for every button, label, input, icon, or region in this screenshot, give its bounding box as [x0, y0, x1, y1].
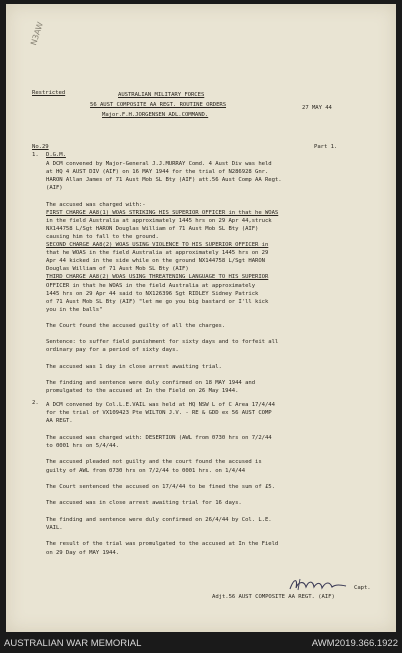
text-line: for the trial of VX109423 Pte WILTON J.V. - RE & GDD ex 56 AUST COMP: [46, 410, 272, 417]
text-line: VAIL.: [46, 525, 63, 531]
text-line: THIRD CHARGE AA8(2) WOAS USING THREATENING LANGUAGE TO HIS SUPERIOR: [46, 274, 269, 281]
text-line: OFFICER in that he WOAS in the field Australia at approximately: [46, 282, 256, 289]
commander-line: Major.F.H.JORGENSEN ADL.COMMAND.: [102, 112, 209, 118]
signature-rank: Capt.: [354, 585, 371, 591]
unit-title: 56 AUST COMPOSITE AA REGT. ROUTINE ORDERS: [90, 102, 227, 108]
text-line: ordinary pay for a period of sixty days.: [46, 347, 179, 354]
text-line: HARON Allan James of 71 Aust Mob SL Bty (AIF) att.56 Aust Comp AA Regt.: [46, 177, 282, 184]
text-line: NX144758 L/Sgt HARON Douglas William of 71 Aust Mob SL Bty (AIF): [46, 225, 259, 232]
text-line: The finding and sentence were duly confirmed on 26/4/44 by Col. L.E.: [46, 516, 272, 523]
text-line: The accused was charged with: DESERTION (AWL from 0730 hrs on 7/2/44: [46, 434, 272, 441]
text-line: A DCM convened by Major-General J.J.MURRAY Comd. 4 Aust Div was held: [46, 161, 272, 167]
order-number: No.29: [32, 144, 49, 150]
text-line: The accused was in close arrest awaiting trial for 16 days.: [46, 500, 242, 507]
section-1-number: 1.: [32, 152, 39, 158]
text-line: The Court found the accused guilty of all the charges.: [46, 323, 226, 329]
text-line: at HQ 4 AUST DIV (AIF) on 16 MAY 1944 for the trial of N286928 Gnr.: [46, 169, 269, 176]
order-date: 27 MAY 44: [302, 105, 332, 111]
pencil-annotation: N3AW: [29, 21, 45, 47]
text-line: The finding and sentence were duly confirmed on 18 MAY 1944 and: [46, 379, 256, 386]
text-line: to 0001 hrs on 5/4/44.: [46, 443, 119, 449]
text-line: promulgated to the accused at In the Field on 26 May 1944.: [46, 387, 239, 394]
text-line: The result of the trial was promulgated to the accused at In the Field: [46, 541, 279, 548]
text-line: A DCM convened by Col.L.E.VAIL was held at HQ NSW L of C Area 17/4/44: [46, 402, 275, 408]
handwritten-signature: [286, 576, 356, 594]
text-line: The accused was 1 day in close arrest awaiting trial.: [46, 363, 222, 370]
document-page: [6, 4, 396, 632]
text-line: 1445 hrs on 29 Apr 44 said to NX126396 Sgt RIDLEY Sidney Patrick: [46, 290, 259, 297]
archive-id: AWM2019.366.1922: [311, 638, 398, 649]
archive-footer: [0, 633, 402, 653]
section-1-heading: D.G.M.: [46, 152, 66, 158]
text-line: that he WOAS in the field Australia at approximately 1445 hrs on 29: [46, 250, 269, 257]
text-line: The accused was charged with:-: [46, 201, 146, 208]
text-line: of 71 Aust Mob SL Bty (AIF) "let me go you big bastard or I'll kick: [46, 298, 269, 305]
section-2-number: 2.: [32, 400, 39, 406]
archive-name: AUSTRALIAN WAR MEMORIAL: [4, 638, 142, 649]
text-line: Douglas William of 71 Aust Mob SL Bty (AIF): [46, 266, 189, 273]
text-line: The Court sentenced the accused on 17/4/44 to be fined the sum of £5.: [46, 484, 275, 490]
text-line: (AIF): [46, 185, 63, 192]
part-number: Part 1.: [314, 144, 338, 150]
text-line: SECOND CHARGE AA8(2) WOAS USING VIOLENCE TO HIS SUPERIOR OFFICER in: [46, 242, 269, 248]
text-line: FIRST CHARGE AA8(1) WOAS STRIKING HIS SUPERIOR OFFICER in that he WOAS: [46, 209, 279, 216]
classification-label: Restricted: [32, 90, 66, 96]
text-line: on 29 Day of MAY 1944.: [46, 549, 119, 556]
text-line: The accused pleaded not guilty and the court found the accused is: [46, 459, 262, 466]
text-line: guilty of AWL from 0730 hrs on 7/2/44 to 0001 hrs. on 1/4/44: [46, 467, 246, 474]
text-line: you in the balls": [46, 306, 103, 313]
text-line: in the field Australia at approximately 1445 hrs on 29 Apr 44,struck: [46, 217, 272, 224]
org-title: AUSTRALIAN MILITARY FORCES: [118, 92, 205, 98]
text-line: AA REGT.: [46, 418, 73, 425]
text-line: Apr 44 kicked in the side while on the ground NX144758 L/Sgt HARON: [46, 258, 265, 265]
signature-title: Adjt.56 AUST COMPOSITE AA REGT. (AIF): [212, 594, 335, 600]
text-line: Sentence: to suffer field punishment for sixty days and to forfeit all: [46, 339, 279, 346]
text-line: causing him to fall to the ground.: [46, 233, 159, 240]
